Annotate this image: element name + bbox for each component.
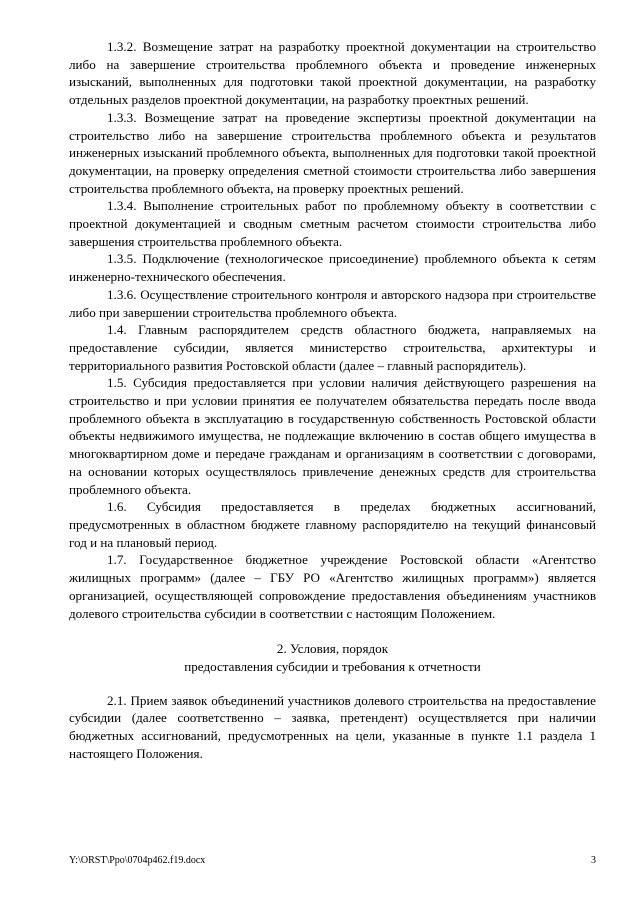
paragraph-1-7: 1.7. Государственное бюджетное учреждение Ростовской области «Агентство жилищных программ» (далее – ГБУ РО «Агентство жилищных программ») является организацией, осуществляющей сопровождение предоставления объединениям участников долевого строительства субсидии в соответствии с настоящим Положением. [69, 552, 596, 621]
paragraph-1-3-6: 1.3.6. Осуществление строительного контроля и авторского надзора при строительстве либо при завершении строительства проблемного объекта. [69, 286, 596, 320]
paragraph-1-4: 1.4. Главным распорядителем средств областного бюджета, направляемых на предоставление субсидии, является министерство строительства, архитектуры и территориального развития Ростовской области (далее – главный распорядитель). [69, 322, 596, 373]
section-2-heading [69, 640, 596, 675]
paragraph-1-5: 1.5. Субсидия предоставляется при условии наличия действующего разрешения на строительство и при условии принятия ее получателем обязательства передать после ввода проблемного объекта в эксплуатацию в государственную собственность Ростовской области объекты недвижимого имущества, не подлежащие включению в состав общего имущества в многоквартирном доме и передаче гражданам и организациям в соответствии с договорами, на основании которых осуществлялось привлечение денежных средств для строительства проблемного объекта. [69, 375, 596, 497]
section-heading-line-2: предоставления субсидии и требования к отчетности [184, 658, 481, 674]
paragraph-2-1: 2.1. Прием заявок объединений участников долевого строительства на предоставление субсидии (далее соответственно – заявка, претендент) осуществляется при наличии бюджетных ассигнований, предусмотренных на цели, указанные в пункте 1.1 раздела 1 настоящего Положения. [69, 692, 596, 761]
paragraph-1-3-4: 1.3.4. Выполнение строительных работ по проблемному объекту в соответствии с проектной документацией и сводным сметным расчетом стоимости строительства либо завершения строительства проблемного объекта. [69, 198, 596, 249]
footer-file-path: Y:\ORST\Ppo\0704p462.f19.docx [69, 855, 206, 866]
paragraph-1-6: 1.6. Субсидия предоставляется в пределах бюджетных ассигнований, предусмотренных в областном бюджете главному распорядителю на текущий финансовый год и на плановый период. [69, 499, 596, 550]
section-heading-line-1: 2. Условия, порядок [276, 641, 389, 657]
footer-page-number: 3 [591, 855, 596, 866]
paragraph-1-3-3: 1.3.3. Возмещение затрат на проведение экспертизы проектной документации на строительство либо на завершение строительства проблемного объекта и результатов инженерных изысканий проблемного объекта, выполненных для подготовки такой проектной документации, на проверку определения сметной стоимости строительства либо завершения строительства проблемного объекта, на проверку проектных решений. [69, 109, 596, 196]
paragraph-1-3-5: 1.3.5. Подключение (технологическое присоединение) проблемного объекта к сетям инженерно-технического обеспечения. [69, 251, 596, 285]
document-body [69, 38, 596, 762]
paragraph-1-3-2: 1.3.2. Возмещение затрат на разработку проектной документации на строительство либо на завершение строительства проблемного объекта и проведение инженерных изысканий, выполненных для подготовки такой проектной документации, на разработку отдельных разделов проектной документации, на разработку проектных решений. [69, 39, 596, 108]
